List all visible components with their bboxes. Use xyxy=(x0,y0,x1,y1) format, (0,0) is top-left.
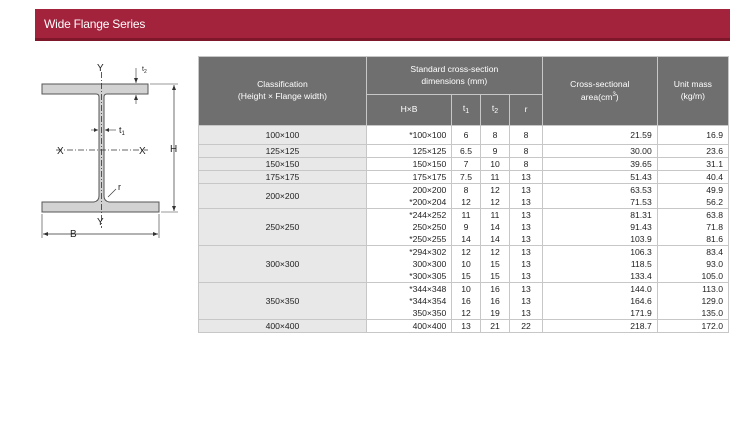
t2-value: 15 xyxy=(490,259,500,269)
t2-value: 12 xyxy=(490,247,500,257)
hxb-value: 125×125 xyxy=(412,146,447,156)
t1-cell xyxy=(452,209,480,246)
area-value: 103.9 xyxy=(630,234,652,244)
mass-value: 135.0 xyxy=(701,308,723,318)
h-beam-cross-section-diagram xyxy=(36,58,200,248)
t1-value: 11 xyxy=(461,210,471,220)
t2-cell xyxy=(480,158,510,171)
t2-cell xyxy=(480,283,510,320)
mass-value: 23.6 xyxy=(706,146,723,156)
t2-cell xyxy=(480,246,510,283)
table-row xyxy=(199,283,729,320)
table-row xyxy=(199,171,729,184)
hxb-value: *300×305 xyxy=(409,271,447,281)
area-value: 63.53 xyxy=(630,185,652,195)
area-value: 144.0 xyxy=(630,284,652,294)
r-value: 13 xyxy=(521,247,531,257)
hxb-cell xyxy=(366,283,451,320)
table-row xyxy=(199,126,729,145)
area-cell xyxy=(542,246,657,283)
area-cell xyxy=(542,145,657,158)
t2-cell xyxy=(480,145,510,158)
mass-value: 31.1 xyxy=(706,159,723,169)
r-value: 13 xyxy=(521,197,531,207)
r-value: 13 xyxy=(521,308,531,318)
area-value: 164.6 xyxy=(630,296,652,306)
mass-value: 63.8 xyxy=(706,210,723,220)
hxb-value: 175×175 xyxy=(412,172,447,182)
t1-value: 6 xyxy=(463,130,469,140)
area-cell xyxy=(542,158,657,171)
t1-value: 7 xyxy=(463,159,469,169)
classification-cell: 200×200 xyxy=(199,184,367,209)
t1-cell xyxy=(452,171,480,184)
t2-cell xyxy=(480,209,510,246)
area-value: 218.7 xyxy=(630,321,652,331)
classification-cell: 250×250 xyxy=(199,209,367,246)
mass-value: 81.6 xyxy=(706,234,723,244)
mass-cell xyxy=(657,158,728,171)
mass-cell xyxy=(657,145,728,158)
r-cell xyxy=(510,158,543,171)
classification-cell: 175×175 xyxy=(199,171,367,184)
r-value: 8 xyxy=(523,130,529,140)
t1-value: 6.5 xyxy=(460,146,472,156)
label-x-right: X xyxy=(139,146,146,157)
t1-value: 8 xyxy=(463,185,469,195)
area-value: 21.59 xyxy=(630,130,652,140)
r-cell xyxy=(510,171,543,184)
t1-cell xyxy=(452,246,480,283)
header-unit-mass: Unit mass (kg/m) xyxy=(657,57,728,126)
hxb-cell xyxy=(366,126,451,145)
header-r: r xyxy=(510,95,543,126)
area-value: 51.43 xyxy=(630,172,652,182)
r-cell xyxy=(510,184,543,209)
r-value: 13 xyxy=(521,222,531,232)
r-cell xyxy=(510,145,543,158)
t2-value: 14 xyxy=(490,222,500,232)
table-row xyxy=(199,320,729,333)
header-classification: Classification (Height × Flange width) xyxy=(199,57,367,126)
header-t1: $t_1$ xyxy=(452,95,480,126)
mass-cell xyxy=(657,184,728,209)
r-value: 13 xyxy=(521,234,531,244)
table-row xyxy=(199,209,729,246)
mass-value: 129.0 xyxy=(701,296,723,306)
t1-value: 12 xyxy=(461,247,471,257)
section-title-bar xyxy=(35,9,730,41)
r-cell xyxy=(510,126,543,145)
mass-cell xyxy=(657,209,728,246)
hxb-value: *200×204 xyxy=(409,197,447,207)
mass-value: 83.4 xyxy=(706,247,723,257)
mass-cell xyxy=(657,171,728,184)
hxb-value: *250×255 xyxy=(409,234,447,244)
r-value: 8 xyxy=(523,159,529,169)
t2-value: 16 xyxy=(490,284,500,294)
t2-value: 19 xyxy=(490,308,500,318)
hxb-cell xyxy=(366,158,451,171)
t2-value: 21 xyxy=(490,321,500,331)
r-cell xyxy=(510,246,543,283)
label-t2: $t_2$ xyxy=(142,66,147,75)
r-cell xyxy=(510,283,543,320)
label-r: r xyxy=(118,182,121,192)
mass-value: 71.8 xyxy=(706,222,723,232)
label-x-left: X xyxy=(57,146,64,157)
wide-flange-spec-table xyxy=(198,56,729,333)
t1-cell xyxy=(452,158,480,171)
mass-value: 172.0 xyxy=(701,321,723,331)
hxb-cell xyxy=(366,209,451,246)
t2-value: 11 xyxy=(490,172,500,182)
t1-value: 7.5 xyxy=(460,172,472,182)
mass-value: 93.0 xyxy=(706,259,723,269)
area-value: 81.31 xyxy=(630,210,652,220)
r-value: 13 xyxy=(521,259,531,269)
r-value: 13 xyxy=(521,210,531,220)
mass-value: 16.9 xyxy=(706,130,723,140)
mass-value: 40.4 xyxy=(706,172,723,182)
header-standard-dimensions: Standard cross-section dimensions (mm) xyxy=(366,57,542,95)
hxb-value: 350×350 xyxy=(412,308,447,318)
area-cell xyxy=(542,184,657,209)
t1-cell xyxy=(452,126,480,145)
page-title: Wide Flange Series xyxy=(44,17,146,31)
r-value: 13 xyxy=(521,185,531,195)
label-y-bottom: Y xyxy=(97,217,104,228)
area-cell xyxy=(542,126,657,145)
t2-value: 15 xyxy=(490,271,500,281)
label-y-top: Y xyxy=(97,63,104,74)
t2-value: 12 xyxy=(490,197,500,207)
r-value: 13 xyxy=(521,284,531,294)
area-value: 39.65 xyxy=(630,159,652,169)
hxb-value: 300×300 xyxy=(412,259,447,269)
t2-value: 14 xyxy=(490,234,500,244)
table-body xyxy=(199,126,729,333)
t1-value: 14 xyxy=(461,234,471,244)
label-b: B xyxy=(70,229,77,240)
table-row xyxy=(199,246,729,283)
table-row xyxy=(199,145,729,158)
hxb-cell xyxy=(366,171,451,184)
area-cell xyxy=(542,171,657,184)
classification-cell: 300×300 xyxy=(199,246,367,283)
header-t2: $t_2$ xyxy=(480,95,510,126)
r-value: 13 xyxy=(521,172,531,182)
mass-value: 49.9 xyxy=(706,185,723,195)
area-value: 91.43 xyxy=(630,222,652,232)
header-hxb: H×B xyxy=(366,95,451,126)
hxb-value: 400×400 xyxy=(412,321,447,331)
classification-cell: 125×125 xyxy=(199,145,367,158)
table-row xyxy=(199,158,729,171)
header-cross-sectional-area: Cross-sectional $area(cm^3)$ xyxy=(542,57,657,126)
t2-cell xyxy=(480,184,510,209)
t2-cell xyxy=(480,126,510,145)
mass-cell xyxy=(657,246,728,283)
label-h: H xyxy=(170,144,178,155)
t2-value: 8 xyxy=(492,130,498,140)
classification-cell: 400×400 xyxy=(199,320,367,333)
area-value: 118.5 xyxy=(630,259,652,269)
hxb-cell xyxy=(366,320,451,333)
classification-cell: 350×350 xyxy=(199,283,367,320)
classification-cell: 150×150 xyxy=(199,158,367,171)
area-cell xyxy=(542,283,657,320)
hxb-value: 150×150 xyxy=(412,159,447,169)
hxb-value: 200×200 xyxy=(412,185,447,195)
hxb-value: 250×250 xyxy=(412,222,447,232)
t1-cell xyxy=(452,320,480,333)
r-cell xyxy=(510,320,543,333)
r-value: 22 xyxy=(521,321,531,331)
mass-cell xyxy=(657,320,728,333)
hxb-cell xyxy=(366,184,451,209)
t2-value: 16 xyxy=(490,296,500,306)
hxb-value: *344×348 xyxy=(409,284,447,294)
area-value: 71.53 xyxy=(630,197,652,207)
hxb-value: *294×302 xyxy=(409,247,447,257)
t1-value: 10 xyxy=(461,259,471,269)
mass-cell xyxy=(657,126,728,145)
t2-cell xyxy=(480,320,510,333)
t1-value: 13 xyxy=(461,321,471,331)
mass-value: 113.0 xyxy=(702,284,723,294)
t1-value: 12 xyxy=(461,308,471,318)
hxb-value: *244×252 xyxy=(409,210,447,220)
table-row xyxy=(199,184,729,209)
label-t1: $t_1$ xyxy=(119,125,125,137)
t1-cell xyxy=(452,184,480,209)
area-value: 30.00 xyxy=(630,146,652,156)
hxb-value: *344×354 xyxy=(409,296,447,306)
t1-value: 12 xyxy=(461,197,471,207)
classification-cell: 100×100 xyxy=(199,126,367,145)
area-value: 171.9 xyxy=(630,308,652,318)
hxb-value: *100×100 xyxy=(409,130,447,140)
area-value: 133.4 xyxy=(630,271,652,281)
area-cell xyxy=(542,209,657,246)
area-value: 106.3 xyxy=(630,247,652,257)
t2-value: 11 xyxy=(490,210,500,220)
r-value: 8 xyxy=(523,146,529,156)
t1-cell xyxy=(452,145,480,158)
t1-value: 10 xyxy=(461,284,471,294)
t1-value: 9 xyxy=(463,222,469,232)
mass-cell xyxy=(657,283,728,320)
t1-value: 15 xyxy=(461,271,471,281)
t2-cell xyxy=(480,171,510,184)
t2-value: 9 xyxy=(492,146,498,156)
t1-value: 16 xyxy=(461,296,471,306)
mass-value: 105.0 xyxy=(701,271,723,281)
t1-cell xyxy=(452,283,480,320)
t2-value: 10 xyxy=(490,159,500,169)
r-cell xyxy=(510,209,543,246)
area-cell xyxy=(542,320,657,333)
t2-value: 12 xyxy=(490,185,500,195)
mass-value: 56.2 xyxy=(706,197,723,207)
r-value: 13 xyxy=(521,296,531,306)
r-value: 13 xyxy=(521,271,531,281)
hxb-cell xyxy=(366,145,451,158)
hxb-cell xyxy=(366,246,451,283)
